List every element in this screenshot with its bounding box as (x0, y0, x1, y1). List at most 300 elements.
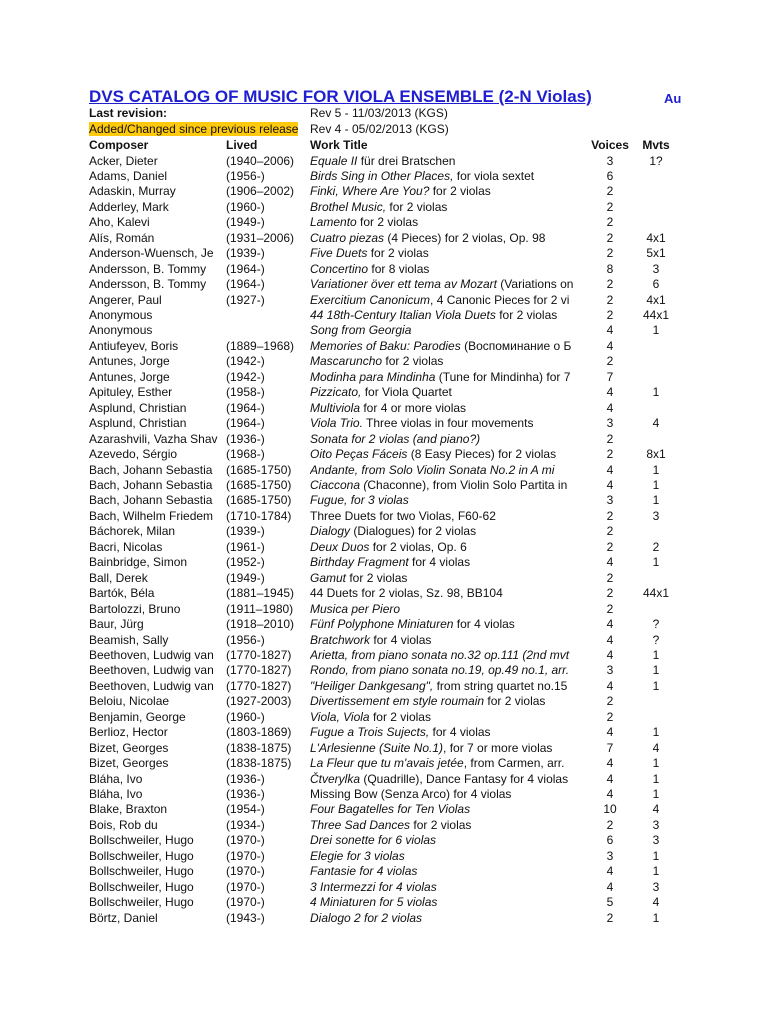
composer-cell: Bach, Johann Sebastia (89, 477, 213, 492)
last-revision-label: Last revision: (89, 106, 168, 120)
mvts-cell: 4 (652, 416, 660, 431)
work-title-italic: La Fleur que tu m'avais jetée (310, 756, 464, 770)
work-title-italic: Birds Sing in Other Places, (310, 168, 454, 183)
voices-cell: 3 (606, 663, 614, 678)
work-title-italic: Finki, Where Are You? (310, 184, 430, 199)
table-row (0, 571, 768, 587)
work-title-italic: 3 Intermezzi for 4 violas (310, 879, 437, 894)
work-title-italic: Dialogo 2 for 2 violas (310, 910, 423, 925)
voices-cell: 4 (606, 462, 614, 477)
composer-cell: Bacri, Nicolas (89, 539, 163, 554)
mvts-cell: 5x1 (646, 246, 666, 261)
composer-cell: Bainbridge, Simon (89, 555, 188, 570)
work-title-cell (310, 880, 588, 895)
mvts-cell: 1 (652, 663, 660, 678)
work-title-cell (310, 586, 588, 601)
work-title-rest: for 4 violas (429, 725, 491, 740)
work-title-rest: , for 7 or more violas (443, 740, 553, 755)
lived-cell: (1970-) (226, 848, 265, 863)
added-changed-value: Rev 4 - 05/02/2013 (KGS) (310, 122, 449, 136)
voices-cell: 2 (606, 292, 614, 307)
work-title-rest: Missing Bow (Senza Arco) for 4 violas (310, 786, 512, 801)
work-title-cell (310, 169, 588, 184)
table-row (0, 911, 768, 927)
header-composer: Composer (89, 138, 149, 152)
work-title-italic: Song from Georgia (310, 323, 412, 338)
composer-cell: Beethoven, Ludwig van (89, 678, 214, 693)
voices-cell: 2 (606, 539, 614, 554)
composer-cell: Börtz, Daniel (89, 910, 158, 925)
work-title-italic: Rondo, from piano sonata no.19, op.49 no.1, arr. (310, 663, 570, 678)
work-title-cell (310, 648, 588, 663)
voices-cell: 4 (606, 323, 614, 338)
work-title-rest: (Tune for Mindinha) for 7 (435, 369, 571, 384)
voices-cell: 2 (606, 184, 614, 199)
lived-cell: (1954-) (226, 802, 265, 817)
work-title-italic: Arietta, from piano sonata no.32 op.111 (2nd mvt (310, 647, 570, 662)
work-title-cell (310, 617, 588, 632)
work-title-cell (310, 447, 588, 462)
lived-cell: (1949-) (226, 570, 265, 585)
work-title-cell (310, 833, 588, 848)
work-title-cell (310, 849, 588, 864)
composer-cell: Benjamin, George (89, 709, 186, 724)
lived-cell: (1970-) (226, 833, 265, 848)
mvts-cell: 1 (652, 385, 660, 400)
composer-cell: Andersson, B. Tommy (89, 261, 207, 276)
work-title-italic: Pizzicato, (310, 385, 362, 400)
composer-cell: Anonymous (89, 323, 153, 338)
mvts-cell: 4 (652, 802, 660, 817)
voices-cell: 4 (606, 647, 614, 662)
composer-cell: Asplund, Christian (89, 416, 187, 431)
work-title-cell (310, 787, 588, 802)
composer-cell: Angerer, Paul (89, 292, 162, 307)
table-row (0, 432, 768, 448)
composer-cell: Bollschweiler, Hugo (89, 833, 194, 848)
work-title-italic: Elegie for 3 violas (310, 848, 405, 863)
voices-cell: 2 (606, 694, 614, 709)
work-title-cell (310, 555, 588, 570)
composer-cell: Beamish, Sally (89, 632, 169, 647)
composer-cell: Beethoven, Ludwig van (89, 663, 214, 678)
work-title-cell (310, 679, 588, 694)
table-row (0, 694, 768, 710)
table-row (0, 602, 768, 618)
work-title-cell (310, 246, 588, 261)
catalog-title: DVS CATALOG OF MUSIC FOR VIOLA ENSEMBLE (2-N Violas) (89, 87, 592, 106)
table-row (0, 447, 768, 463)
work-title-rest: (Dialogues) for 2 violas (350, 524, 477, 539)
header-work-title: Work Title (310, 138, 368, 152)
lived-cell: (1956-) (226, 168, 265, 183)
composer-cell: Bach, Johann Sebastia (89, 462, 213, 477)
work-title-italic: Multiviola (310, 400, 361, 415)
work-title-cell (310, 524, 588, 539)
work-title-rest: (4 Pieces) for 2 violas, Op. 98 (384, 230, 546, 245)
work-title-italic: Viola Trio. (310, 416, 363, 431)
lived-cell: (1958-) (226, 385, 265, 400)
work-title-italic: Ciaccona ( (310, 477, 368, 492)
composer-cell: Acker, Dieter (89, 153, 158, 168)
mvts-cell: 4x1 (646, 292, 666, 307)
work-title-italic: Brothel Music, (310, 199, 387, 214)
work-title-cell (310, 432, 588, 447)
lived-cell: (1952-) (226, 555, 265, 570)
composer-cell: Beethoven, Ludwig van (89, 647, 214, 662)
composer-cell: Adams, Daniel (89, 168, 168, 183)
table-row (0, 818, 768, 834)
lived-cell: (1931–2006) (226, 230, 295, 245)
work-title-rest: Chaconne), from Violin Solo Partita in (367, 477, 568, 492)
work-title-rest: for 2 violas (429, 184, 491, 199)
lived-cell: (1970-) (226, 879, 265, 894)
mvts-cell: 1 (652, 555, 660, 570)
work-title-italic: Deux Duos (310, 539, 370, 554)
mvts-cell: 1 (652, 462, 660, 477)
work-title-cell (310, 215, 588, 230)
composer-cell: Bláha, Ivo (89, 786, 143, 801)
mvts-cell: ? (652, 617, 660, 631)
work-title-rest: Three violas in four movements (362, 416, 534, 431)
table-row (0, 293, 768, 309)
work-title-italic: Cuatro piezas (310, 230, 385, 245)
work-title-italic: Andante, from Solo Violin Sonata No.2 in A mi (310, 462, 555, 477)
voices-cell: 4 (606, 786, 614, 801)
composer-cell: Bollschweiler, Hugo (89, 848, 194, 863)
work-title-cell (310, 509, 588, 524)
table-row (0, 478, 768, 494)
voices-cell: 7 (606, 369, 614, 384)
table-row (0, 154, 768, 170)
work-title-italic: Gamut (310, 570, 347, 585)
voices-cell: 2 (606, 817, 614, 832)
work-title-cell (310, 323, 588, 338)
table-row (0, 555, 768, 571)
composer-cell: Aho, Kalevi (89, 215, 150, 230)
work-title-italic: Musica per Piero (310, 601, 401, 616)
work-title-italic: "Heiliger Dankgesang", (310, 678, 434, 693)
work-title-italic: Bratchwork (310, 632, 371, 647)
voices-cell: 3 (606, 848, 614, 863)
work-title-italic: Oito Peças Fáceis (310, 447, 408, 462)
voices-cell: 7 (606, 740, 614, 755)
composer-cell: Bollschweiler, Hugo (89, 864, 194, 879)
composer-cell: Bach, Johann Sebastia (89, 493, 213, 508)
work-title-cell (310, 401, 588, 416)
voices-cell: 2 (606, 601, 614, 616)
mvts-cell: 1 (652, 910, 660, 925)
voices-cell: 4 (606, 678, 614, 693)
table-row (0, 725, 768, 741)
lived-cell: (1964-) (226, 277, 265, 292)
last-revision-row (0, 106, 768, 122)
lived-cell: (1838-1875) (226, 740, 292, 755)
mvts-cell: 1 (652, 477, 660, 492)
lived-cell: (1940–2006) (226, 153, 295, 168)
work-title-italic: Viola, Viola (310, 709, 370, 724)
lived-cell: (1964-) (226, 416, 265, 431)
work-title-italic: Sonata for 2 violas (and piano?) (310, 431, 481, 446)
work-title-italic: Three Sad Dances (310, 817, 411, 832)
voices-cell: 4 (606, 555, 614, 570)
lived-cell: (1942-) (226, 369, 265, 384)
work-title-cell (310, 818, 588, 833)
header-row (0, 138, 768, 154)
composer-cell: Bach, Wilhelm Friedem (89, 508, 214, 523)
work-title-rest: , 4 Canonic Pieces for 2 vi (430, 292, 570, 307)
work-title-rest: for 2 violas (495, 308, 558, 322)
work-title-cell (310, 262, 588, 277)
lived-cell: (1936-) (226, 786, 265, 801)
work-title-italic: 4 Miniaturen for 5 violas (310, 895, 438, 910)
work-title-italic: Dialogy (310, 524, 351, 539)
table-row (0, 586, 768, 602)
table-row (0, 493, 768, 509)
work-title-rest: for 8 violas (368, 261, 430, 276)
mvts-cell: 44x1 (642, 308, 670, 322)
lived-cell: (1934-) (226, 817, 265, 832)
voices-cell: 2 (606, 199, 614, 214)
lived-cell: (1685-1750) (226, 493, 292, 508)
work-title-rest: (Quadrille), Dance Fantasy for 4 violas (360, 771, 569, 786)
work-title-cell (310, 277, 588, 292)
work-title-rest: for 2 violas, Op. 6 (369, 539, 467, 554)
composer-cell: Bartók, Béla (89, 586, 155, 601)
work-title-italic: Fugue, for 3 violas (310, 493, 409, 508)
work-title-italic: Concertino (310, 261, 369, 276)
work-title-rest: (Воспоминание о Б (460, 338, 572, 353)
work-title-cell (310, 895, 588, 910)
lived-cell: (1970-) (226, 895, 265, 910)
table-row (0, 679, 768, 695)
work-title-cell (310, 463, 588, 478)
mvts-cell: 4 (652, 895, 660, 910)
added-changed-row (0, 122, 768, 138)
work-title-rest: for 2 violas (367, 246, 429, 261)
voices-cell: 6 (606, 168, 614, 183)
lived-cell: (1964-) (226, 261, 265, 276)
work-title-italic: Modinha para Mindinha (310, 369, 436, 384)
table-row (0, 633, 768, 649)
table-row (0, 648, 768, 664)
lived-cell: (1960-) (226, 199, 265, 214)
composer-cell: Bizet, Georges (89, 740, 169, 755)
work-title-rest: for 2 violas (484, 694, 546, 709)
work-title-rest: for 2 violas (369, 709, 431, 724)
voices-cell: 3 (606, 493, 614, 508)
composer-cell: Blake, Braxton (89, 802, 168, 817)
lived-cell: (1927-) (226, 292, 265, 307)
work-title-rest: for 4 violas (370, 632, 432, 647)
table-row (0, 308, 768, 324)
mvts-cell: 2 (652, 539, 660, 554)
voices-cell: 4 (606, 771, 614, 786)
table-row (0, 864, 768, 880)
composer-cell: Azarashvili, Vazha Shav (89, 431, 218, 446)
work-title-rest: for 2 violas (346, 570, 408, 585)
work-title-italic: Drei sonette for 6 violas (310, 833, 437, 848)
composer-cell: Adaskin, Murray (89, 184, 176, 199)
work-title-cell (310, 911, 588, 926)
voices-cell: 8 (606, 261, 614, 276)
lived-cell: (1770-1827) (226, 663, 292, 678)
lived-cell: (1939-) (226, 524, 265, 539)
work-title-rest: for 2 violas (382, 354, 444, 369)
table-row (0, 231, 768, 247)
voices-cell: 2 (606, 508, 614, 523)
mvts-cell: 3 (652, 817, 660, 832)
work-title-rest: for viola sextet (453, 168, 535, 183)
mvts-cell: 1 (652, 725, 660, 740)
lived-cell: (1949-) (226, 215, 265, 230)
work-title-italic: Mascaruncho (310, 354, 383, 369)
work-title-cell (310, 602, 588, 617)
work-title-rest: Three Duets for two Violas, F60-62 (310, 508, 496, 523)
voices-cell: 2 (606, 308, 614, 322)
voices-cell: 4 (606, 385, 614, 400)
lived-cell: (1943-) (226, 910, 265, 925)
mvts-cell: 1 (652, 848, 660, 863)
work-title-cell (310, 663, 588, 678)
lived-cell: (1936-) (226, 771, 265, 786)
work-title-rest: for 2 violas (386, 199, 448, 214)
work-title-cell (310, 416, 588, 431)
work-title-italic: Equale II (310, 153, 358, 168)
composer-cell: Beloiu, Nicolae (89, 694, 170, 709)
table-row (0, 756, 768, 772)
work-title-rest: for 4 violas (408, 555, 471, 570)
composer-cell: Alís, Román (89, 230, 155, 245)
voices-cell: 4 (606, 400, 614, 415)
voices-cell: 2 (606, 570, 614, 585)
table-row (0, 617, 768, 633)
work-title-rest: für drei Bratschen (357, 153, 456, 168)
table-row (0, 215, 768, 231)
table-row (0, 741, 768, 757)
voices-cell: 4 (606, 617, 614, 631)
table-row (0, 354, 768, 370)
work-title-rest: , from Carmen, arr. (463, 756, 565, 770)
table-row (0, 169, 768, 185)
composer-cell: Bartolozzi, Bruno (89, 601, 181, 616)
lived-cell: (1889–1968) (226, 338, 295, 353)
work-title-italic: Five Duets (310, 246, 368, 261)
work-title-cell (310, 864, 588, 879)
work-title-cell (310, 200, 588, 215)
table-row (0, 663, 768, 679)
composer-cell: Báchorek, Milan (89, 524, 176, 539)
voices-cell: 3 (606, 416, 614, 431)
table-row (0, 710, 768, 726)
mvts-cell: 1 (652, 756, 660, 770)
voices-cell: 2 (606, 246, 614, 261)
voices-cell: 2 (606, 709, 614, 724)
composer-cell: Antiufeyev, Boris (89, 338, 179, 353)
mvts-cell: 3 (652, 833, 660, 848)
table-row (0, 401, 768, 417)
composer-cell: Bizet, Georges (89, 756, 169, 770)
lived-cell: (1970-) (226, 864, 265, 879)
mvts-cell: 1? (649, 153, 663, 168)
voices-cell: 2 (606, 354, 614, 369)
work-title-cell (310, 741, 588, 756)
mvts-cell: 8x1 (646, 447, 666, 462)
mvts-cell: 1 (652, 493, 660, 508)
work-title-italic: 44 18th-Century Italian Viola Duets (310, 308, 496, 322)
composer-cell: Bois, Rob du (89, 817, 158, 832)
mvts-cell: 6 (652, 277, 660, 292)
voices-cell: 3 (606, 153, 614, 168)
voices-cell: 4 (606, 725, 614, 740)
composer-cell: Antunes, Jorge (89, 354, 170, 369)
work-title-rest: (8 Easy Pieces) for 2 violas (407, 447, 557, 462)
composer-cell: Apituley, Esther (89, 385, 173, 400)
composer-cell: Azevedo, Sérgio (89, 447, 178, 462)
work-title-cell (310, 694, 588, 709)
composer-cell: Anderson-Wuensch, Je (89, 246, 214, 261)
table-row (0, 787, 768, 803)
voices-cell: 5 (606, 895, 614, 910)
work-title-cell (310, 154, 588, 169)
header-mvts: Mvts (642, 138, 670, 152)
mvts-cell: 3 (652, 879, 660, 894)
composer-cell: Adderley, Mark (89, 199, 169, 214)
mvts-cell: 44x1 (642, 586, 670, 601)
work-title-cell (310, 756, 588, 771)
work-title-cell (310, 370, 588, 385)
lived-cell: (1906–2002) (226, 184, 295, 199)
composer-cell: Bollschweiler, Hugo (89, 879, 194, 894)
work-title-italic: Exercitium Canonicum (310, 292, 431, 307)
lived-cell: (1918–2010) (226, 617, 295, 631)
composer-cell: Anonymous (89, 308, 153, 322)
composer-cell: Baur, Jürg (89, 617, 144, 631)
mvts-cell: 3 (652, 508, 660, 523)
work-title-cell (310, 710, 588, 725)
voices-cell: 4 (606, 477, 614, 492)
composer-cell: Bláha, Ivo (89, 771, 143, 786)
work-title-italic: Fugue a Trois Sujects, (310, 725, 430, 740)
voices-cell: 2 (606, 277, 614, 292)
header-voices: Voices (591, 138, 629, 152)
work-title-cell (310, 385, 588, 400)
voices-cell: 4 (606, 338, 614, 353)
table-row (0, 339, 768, 355)
voices-cell: 2 (606, 215, 614, 230)
mvts-cell: 1 (652, 323, 660, 338)
voices-cell: 2 (606, 910, 614, 925)
mvts-cell: 1 (652, 864, 660, 879)
table-row (0, 184, 768, 200)
voices-cell: 2 (606, 447, 614, 462)
work-title-cell (310, 231, 588, 246)
work-title-rest: from string quartet no.15 (433, 678, 568, 693)
work-title-rest: for 4 or more violas (360, 400, 467, 415)
voices-cell: 2 (606, 524, 614, 539)
title-right-fragment: Au (664, 91, 682, 106)
work-title-cell (310, 184, 588, 199)
work-title-italic: Fantasie for 4 violas (310, 864, 418, 879)
table-row (0, 416, 768, 432)
work-title-italic: Four Bagatelles for Ten Violas (310, 802, 471, 817)
composer-cell: Antunes, Jorge (89, 369, 170, 384)
voices-cell: 10 (603, 802, 617, 817)
voices-cell: 6 (606, 833, 614, 848)
table-row (0, 880, 768, 896)
work-title-cell (310, 493, 588, 508)
header-lived: Lived (226, 138, 258, 152)
